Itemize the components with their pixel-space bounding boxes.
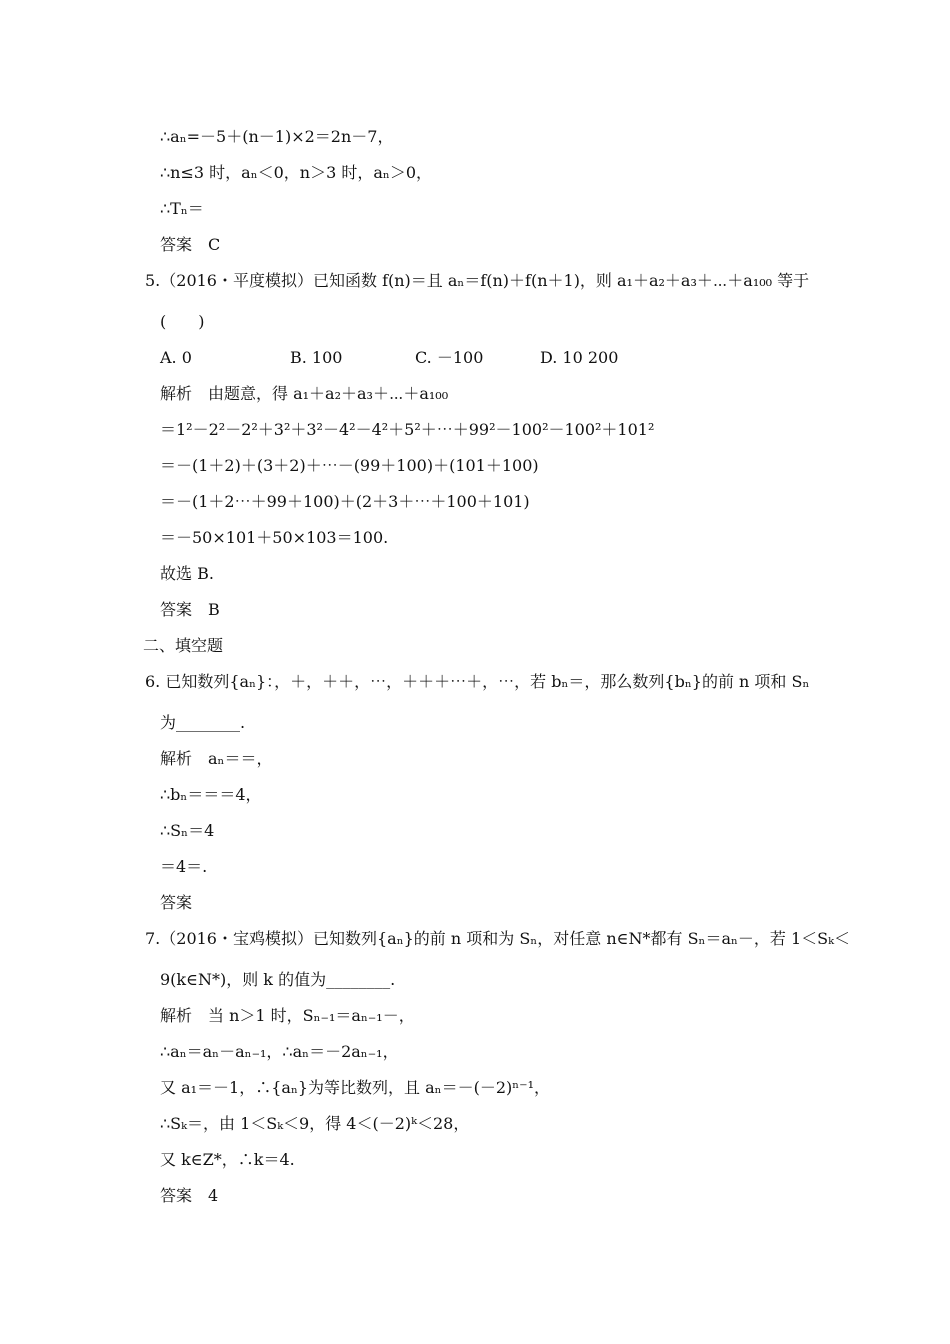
solution-line: 又 k∈Z*，∴k＝4. [160, 1150, 295, 1169]
solution-line: ∴n≤3 时，aₙ＜0，n＞3 时，aₙ＞0， [160, 163, 433, 182]
solution-line: ＝－(1＋2⋯＋99＋100)＋(2＋3＋⋯＋100＋101) [160, 492, 530, 511]
solution-line: ∴Sₙ＝4 [160, 821, 215, 840]
solution-line: ＝4＝. [160, 857, 208, 876]
question-5-blank: ( ) [160, 312, 205, 331]
choice-d: D. 10 200 [540, 348, 619, 367]
choice-b: B. 100 [290, 348, 343, 367]
solution-line: 解析 当 n＞1 时，Sₙ₋₁＝aₙ₋₁－， [160, 1006, 415, 1025]
question-6-blank: 为________. [160, 713, 246, 732]
solution-line: 解析 aₙ＝＝， [160, 749, 273, 768]
solution-line: ＝1²－2²－2²＋3²＋3²－4²－4²＋5²＋⋯＋99²－100²－100²＋101² [160, 420, 655, 439]
solution-line: ∴Tₙ＝ [160, 199, 204, 218]
solution-line: ＝－50×101＋50×103＝100. [160, 528, 389, 547]
solution-line: ∴aₙ＝aₙ－aₙ₋₁，∴aₙ＝－2aₙ₋₁， [160, 1042, 399, 1061]
question-7-blank: 9(k∈N*)，则 k 的值为________. [160, 970, 396, 989]
solution-line: 解析 由题意，得 a₁＋a₂＋a₃＋⋯＋a₁₀₀ [160, 384, 449, 403]
answer-line: 答案 C [160, 235, 221, 254]
solution-line: ＝－(1＋2)＋(3＋2)＋⋯－(99＋100)＋(101＋100) [160, 456, 539, 475]
choice-a: A. 0 [160, 348, 192, 367]
section-heading: 二、填空题 [143, 636, 224, 655]
solution-line: 故选 B. [160, 564, 214, 583]
choice-c: C. －100 [415, 348, 484, 367]
solution-line: 又 a₁＝－1，∴{aₙ}为等比数列，且 aₙ＝－(－2)ⁿ⁻¹， [160, 1078, 551, 1097]
question-7-stem: 7.（2016・宝鸡模拟）已知数列{aₙ}的前 n 项和为 Sₙ，对任意 n∈N*都有 Sₙ＝aₙ－，若 1＜Sₖ＜ [145, 929, 850, 948]
solution-line: ∴aₙ=－5＋(n－1)×2＝2n－7， [160, 127, 394, 146]
solution-line: ∴Sₖ＝，由 1＜Sₖ＜9，得 4＜(－2)ᵏ＜28， [160, 1114, 470, 1133]
answer-line: 答案 4 [160, 1186, 219, 1205]
solution-line: ∴bₙ＝＝＝4， [160, 785, 262, 804]
question-5-stem: 5.（2016・平度模拟）已知函数 f(n)＝且 aₙ＝f(n)＋f(n＋1)，则 a₁＋a₂＋a₃＋⋯＋a₁₀₀ 等于 [145, 271, 810, 290]
question-6-stem: 6. 已知数列{aₙ}：，＋，＋＋，⋯，＋＋＋⋯＋，⋯，若 bₙ＝，那么数列{bₙ}的前 n 项和 Sₙ [145, 672, 810, 691]
answer-line: 答案 [160, 893, 193, 912]
answer-line: 答案 B [160, 600, 220, 619]
